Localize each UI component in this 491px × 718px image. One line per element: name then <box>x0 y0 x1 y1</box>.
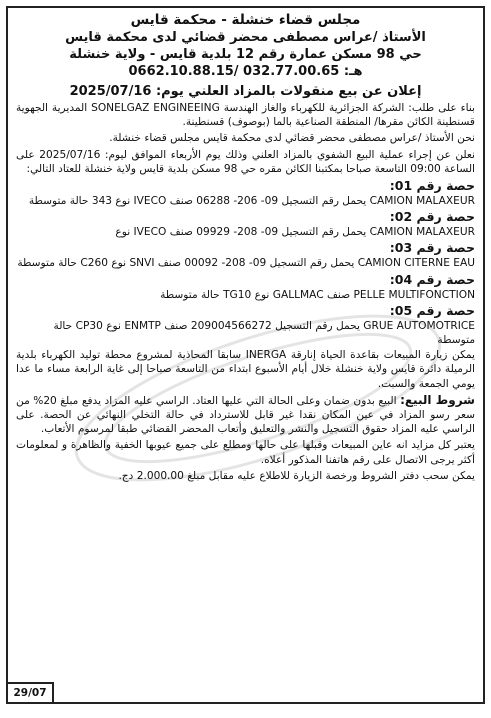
lot-title: حصة رقم 02: <box>389 209 475 225</box>
bailiff-name: الأستاذ /عراس مصطفى محضر قضائي لدى محكمة قايس <box>65 30 426 45</box>
lot-item <box>16 178 475 208</box>
sale-announcement-paragraph: نعلن عن إجراء عملية البيع الشفوي بالمزاد العلني وذلك يوم الأربعاء الموافق ليوم: 2025/07/16 على الساعة 09:00 التاسعة صباحا بمكتبنا الكائن مقره حي 98 مسكن بلدية قايس ولاية خنشلة للعتاد التالي: <box>16 148 475 175</box>
lot-title: حصة رقم 04: <box>389 271 475 287</box>
lot-item <box>16 240 475 270</box>
lot-item <box>16 272 475 302</box>
conditions-label: شروط البيع: <box>400 392 475 407</box>
phone-numbers: 0662.10.88.15/ 032.77.00.65 <box>128 64 340 79</box>
conditions-text: البيع بدون ضمان وعلى الحالة التي عليها العتاد. الراسي عليه المزاد يدفع مبلغ 20% من سعر رسو المزاد في عين المكان نقدا غير قابل للاسترداد في حالة التخلي النهائي عن الحصة. على الراسي عليه المزاد حقوق التسجيل والنشر والتعليق وأتعاب المحضر القضائي طبقا لمرسوم الأتعاب. <box>16 394 475 436</box>
lot-description: CAMION CITERNE EAU يحمل رقم التسجيل 09- 208- 00092 صنف SNVI نوع C260 حالة متوسطة <box>17 257 475 270</box>
lot-description: CAMION MALAXEUR يحمل رقم التسجيل 09- 206- 06288 صنف IVECO نوع 343 حالة متوسطة <box>28 195 475 208</box>
visit-paragraph: يمكن زيارة المبيعات بقاعدة الحياة إنارقة INERGA سابقا المحاذية لمشروع محطة توليد الكهرباء بلدية الرميلة دائرة قايس ولاية خنشلة خلال أيام الأسبوع ابتداء من التاسعة صباحا إلى غاية الرابعة مساء ما عدا يومي الجمعة والسبت. <box>16 349 475 390</box>
lot-item <box>16 303 475 347</box>
lot-description: PELLE MULTIFONCTION صنف GALLMAC نوع TG10 حالة متوسطة <box>160 288 475 301</box>
lot-title: حصة رقم 01: <box>389 178 475 194</box>
lot-title: حصة رقم 05: <box>389 302 475 318</box>
requester-paragraph: بناء على طلب: الشركة الجزائرية للكهرباء والغاز الهندسة SONELGAZ ENGINEEING المديرية الجهوية قسنطينة الكائن مقرها/ المنطقة الصناعية بالما (بوصوف) قسنطينة. <box>16 102 475 129</box>
lot-item <box>16 209 475 239</box>
publication-date: 29/07 <box>8 682 54 702</box>
closing-paragraph: يعتبر كل مزايد انه عاين المبيعات وقبلها على حالها ومطلع على جميع عيوبها الخفية والظاهرة و لمعلومات أكثر يرجى الاتصال على رقم هاتفنا المذكور أعلاه. <box>16 439 475 466</box>
lot-title: حصة رقم 03: <box>389 240 475 256</box>
bailiff-paragraph: نحن الأستاذ /عراس مصطفى محضر قضائي لدى محكمة قايس مجلس قضاء خنشلة. <box>109 132 475 145</box>
bailiff-address: حي 98 مسكن عمارة رقم 12 بلدية قايس - ولاية خنشلة <box>69 47 422 62</box>
conditions-paragraph <box>16 393 475 437</box>
lot-description: CAMION MALAXEUR يحمل رقم التسجيل 09- 208- 09929 صنف IVECO نوع <box>115 226 475 239</box>
lot-description: GRUE AUTOMOTRICE يحمل رقم التسجيل 209004566272 صنف ENMTP نوع CP30 حالة متوسطة <box>53 319 475 347</box>
bailiff-phone-line <box>16 63 475 80</box>
court-name: مجلس قضاء خنشلة - محكمة قايس <box>130 12 361 28</box>
phone-label: هـ: <box>343 64 363 79</box>
notice-title: إعلان عن بيع منقولات بالمزاد العلني يوم: 2025/07/16 <box>69 84 422 99</box>
fee-paragraph: يمكن سحب دفتر الشروط ورخصة الزيارة للاطلاع عليه مقابل مبلغ 2.000.00 دج. <box>118 469 475 482</box>
lots-list <box>16 178 475 347</box>
notice-header <box>16 12 475 80</box>
legal-notice <box>6 6 485 704</box>
